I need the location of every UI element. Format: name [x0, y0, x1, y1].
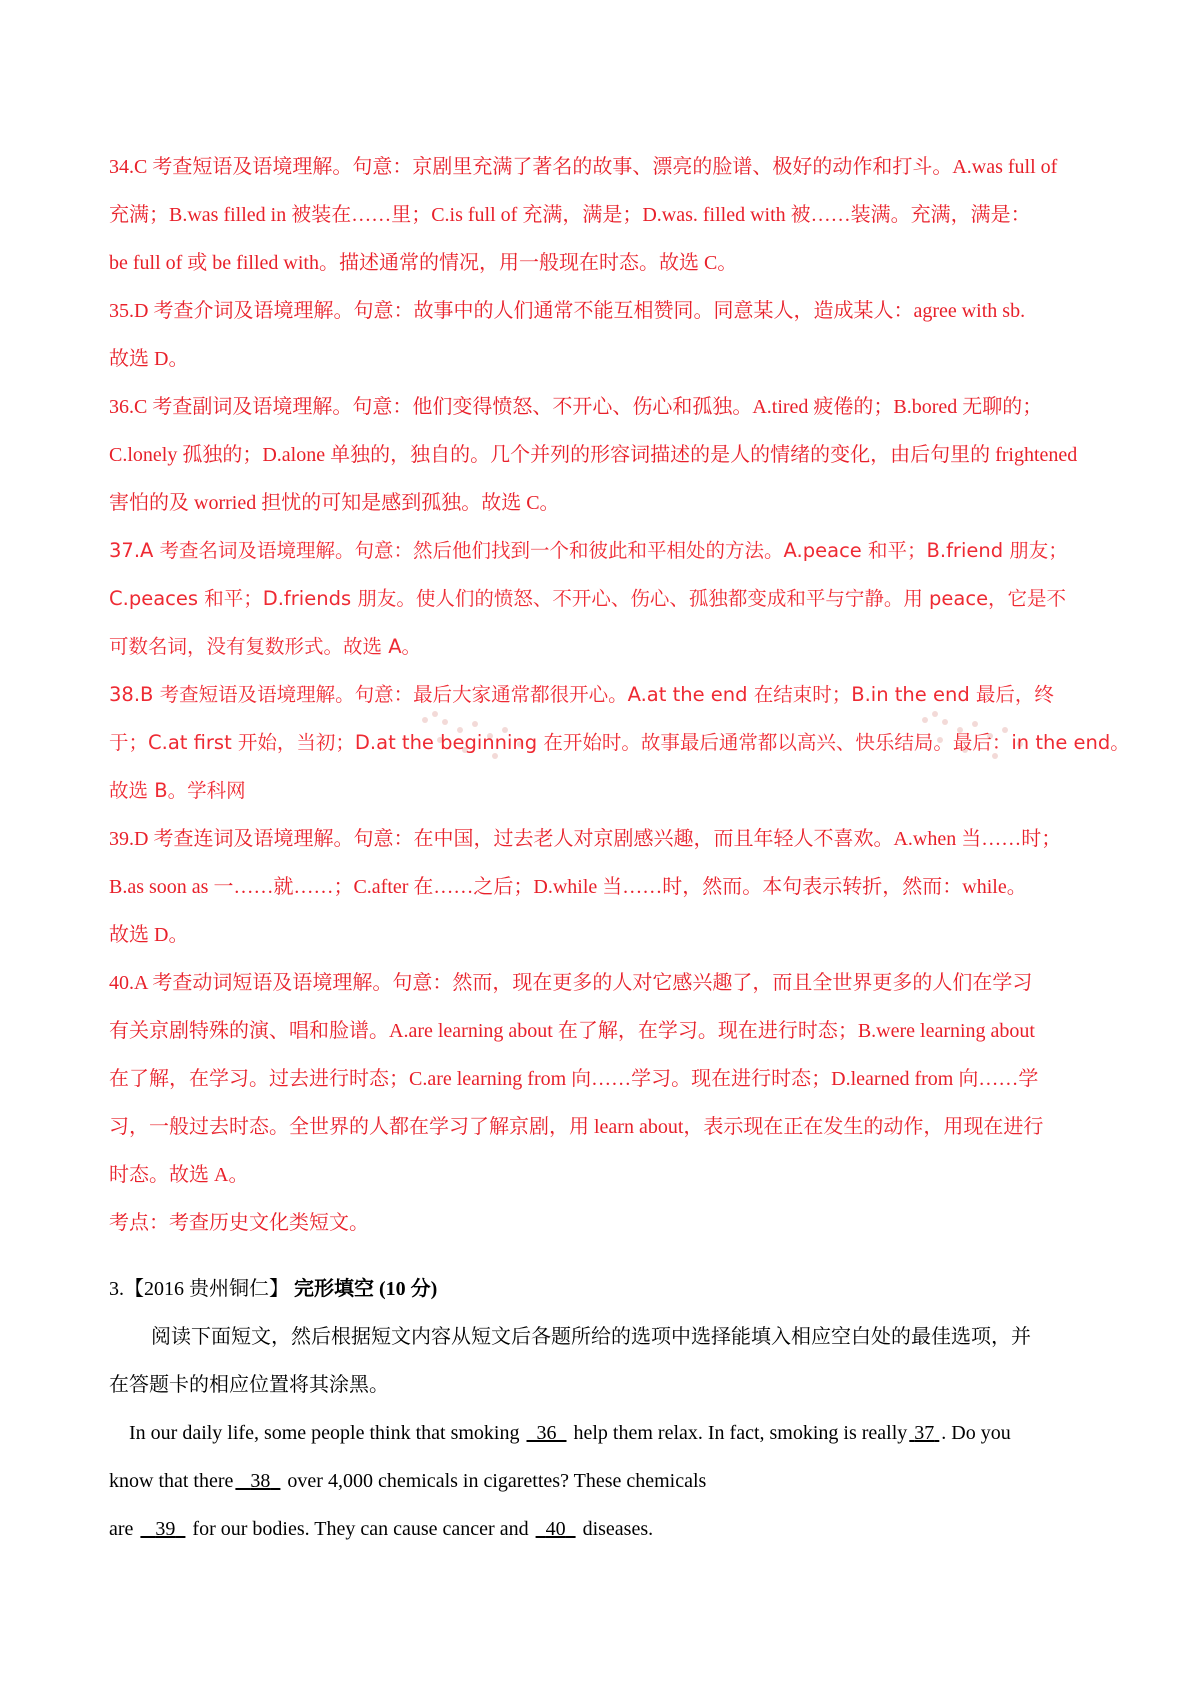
answer-36 — [109, 383, 1099, 527]
instruction-line: 阅读下面短文，然后根据短文内容从短文后各题所给的选项中选择能填入相应空白处的最佳选项，并 — [151, 1326, 1031, 1348]
section-source: 【2016 贵州铜仁】 — [124, 1278, 289, 1300]
passage-text: help them relax. In fact, smoking is really — [573, 1422, 908, 1444]
answer-line: 39.D 考查连词及语境理解。句意：在中国，过去老人对京剧感兴趣，而且年轻人不喜欢。A.when 当……时； — [109, 828, 1062, 850]
answer-35 — [109, 287, 1099, 383]
document-page — [109, 143, 1130, 1553]
passage-text: know that there — [109, 1470, 234, 1492]
answer-line: 故选 B。学科网 — [109, 779, 246, 802]
answer-line: 于；C.at first 开始，当初；D.at the beginning 在开始时。故事最后通常都以高兴、快乐结局。最后：in the end。 — [109, 731, 1130, 754]
passage-text: for our bodies. They can cause cancer and — [192, 1518, 529, 1540]
answer-line: 40.A 考查动词短语及语境理解。句意：然而，现在更多的人对它感兴趣了，而且全世界更多的人们在学习 — [109, 972, 1033, 994]
blank-39: 39 — [155, 1518, 176, 1540]
instruction-line: 在答题卡的相应位置将其涂黑。 — [109, 1374, 389, 1396]
answer-line: 在了解，在学习。过去进行时态；C.are learning from 向……学习。现在进行时态；D.learned from 向……学 — [109, 1068, 1039, 1090]
answer-line: 38.B 考查短语及语境理解。句意：最后大家通常都很开心。A.at the end 在结束时；B.in the end 最后，终 — [109, 683, 1054, 706]
passage-text: In our daily life, some people think that smoking — [129, 1422, 520, 1444]
blank-36: 36 — [536, 1422, 557, 1444]
answer-line: 36.C 考查副词及语境理解。句意：他们变得愤怒、不开心、伤心和孤独。A.tired 疲倦的；B.bored 无聊的； — [109, 396, 1043, 418]
blank-37: 37 — [914, 1422, 935, 1444]
answer-34 — [109, 143, 1099, 287]
passage-text: are — [109, 1518, 134, 1540]
answer-line: 可数名词，没有复数形式。故选 A。 — [109, 635, 422, 658]
answer-line: C.peaces 和平；D.friends 朋友。使人们的愤怒、不开心、伤心、孤独都变成和平与宁静。用 peace，它是不 — [109, 587, 1067, 610]
answer-line: 故选 D。 — [109, 348, 189, 370]
answer-39 — [109, 815, 1099, 959]
answer-line: 时态。故选 A。 — [109, 1164, 249, 1186]
passage-text: diseases. — [582, 1518, 654, 1540]
answer-line: 37.A 考查名词及语境理解。句意：然后他们找到一个和彼此和平相处的方法。A.peace 和平；B.friend 朋友； — [109, 539, 1068, 562]
answer-line: 34.C 考查短语及语境理解。句意：京剧里充满了著名的故事、漂亮的脸谱、极好的动作和打斗。A.was full of — [109, 156, 1058, 178]
answer-line: be full of 或 be filled with。描述通常的情况，用一般现在时态。故选 C。 — [109, 252, 738, 274]
answer-line: 有关京剧特殊的演、唱和脸谱。A.are learning about 在了解，在学习。现在进行时态；B.were learning about — [109, 1020, 1035, 1042]
answer-line: 害怕的及 worried 担忧的可知是感到孤独。故选 C。 — [109, 492, 560, 514]
kaodian — [109, 1199, 1099, 1247]
answer-38 — [109, 671, 1130, 815]
answer-line: 故选 D。 — [109, 924, 189, 946]
answer-line: B.as soon as 一……就……；C.after 在……之后；D.while 当……时，然而。本句表示转折，然而：while。 — [109, 876, 1027, 898]
answer-line: C.lonely 孤独的；D.alone 单独的，独自的。几个并列的形容词描述的是人的情绪的变化，由后句里的 frightened — [109, 444, 1078, 466]
passage-line-3 — [109, 1505, 1099, 1553]
blank-38: 38 — [250, 1470, 271, 1492]
section-title: 完形填空 — [294, 1278, 374, 1300]
section-heading — [109, 1265, 1099, 1313]
answer-line: 习，一般过去时态。全世界的人都在学习了解京剧，用 learn about，表示现在正在发生的动作，用现在进行 — [109, 1116, 1044, 1138]
passage-line-2 — [109, 1457, 1099, 1505]
section-number: 3. — [109, 1278, 124, 1300]
section-score: (10 分) — [379, 1278, 438, 1300]
answer-line: 35.D 考查介词及语境理解。句意：故事中的人们通常不能互相赞同。同意某人，造成某人：agree with sb. — [109, 300, 1026, 322]
answer-line: 充满；B.was filled in 被装在……里；C.is full of 充满，满是；D.was. filled with 被……装满。充满，满是： — [109, 204, 1031, 226]
answer-37 — [109, 527, 1099, 671]
passage-text: over 4,000 chemicals in cigarettes? These chemicals — [287, 1470, 707, 1492]
blank-40: 40 — [545, 1518, 566, 1540]
passage-text: . Do you — [941, 1422, 1011, 1444]
answer-line: 考点：考查历史文化类短文。 — [109, 1212, 369, 1234]
passage-line-1 — [109, 1409, 1099, 1457]
answer-40 — [109, 959, 1099, 1199]
